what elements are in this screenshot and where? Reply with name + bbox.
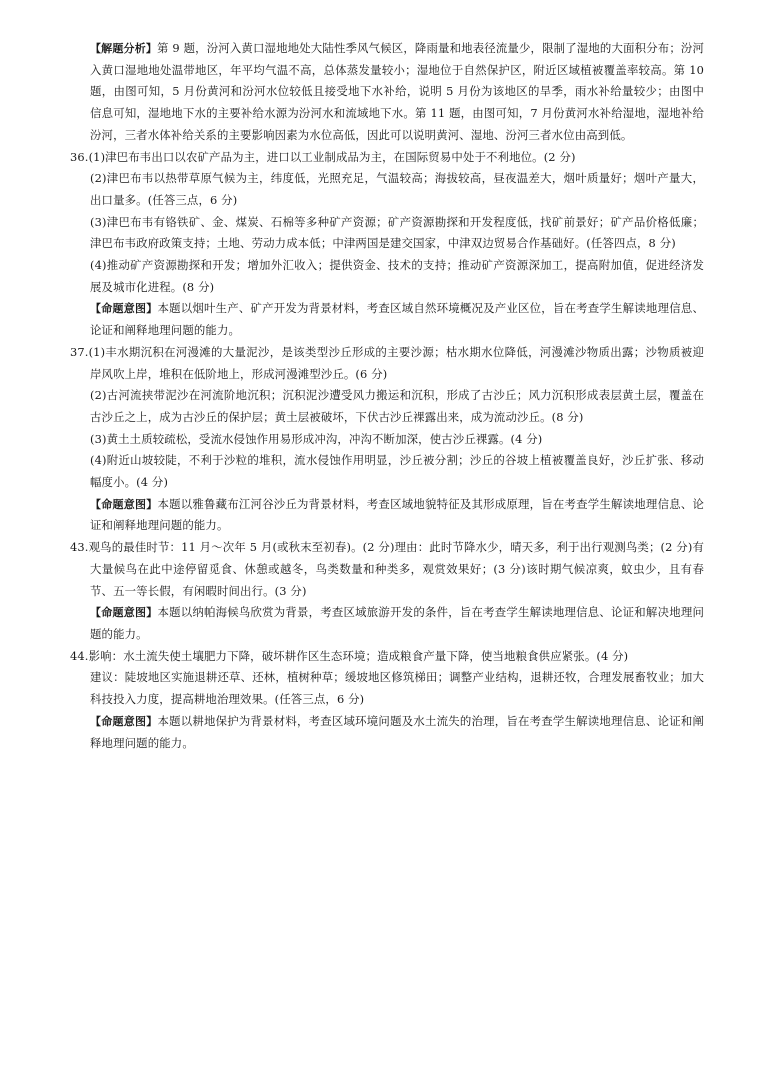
q37-intent <box>70 494 704 537</box>
q43-answer <box>70 537 704 602</box>
q44-intent-tag: 【命题意图】 <box>90 714 158 728</box>
q37-intent-text: 本题以雅鲁藏布江河谷沙丘为背景材料，考查区域地貌特征及其形成原理，旨在考查学生解读地理信息、论证和阐释地理问题的能力。 <box>90 496 704 533</box>
question-44 <box>70 646 704 755</box>
q43-intent-tag: 【命题意图】 <box>90 606 158 620</box>
q44-intent <box>70 711 704 754</box>
q43-intent <box>70 602 704 645</box>
q44-suggestion: 建议：陡坡地区实施退耕还草、还林，植树种草；缓坡地区修筑梯田；调整产业结构，退耕还牧，合理发展畜牧业；加大科技投入力度，提高耕地治理效果。(任答三点，6 分) <box>90 670 704 707</box>
q37-part-3: (3)黄土土质较疏松，受流水侵蚀作用易形成冲沟，冲沟不断加深，使古沙丘裸露。(4 分) <box>90 431 543 446</box>
question-36 <box>70 147 704 342</box>
q37-number: 37. <box>70 344 89 359</box>
q44-impact <box>70 646 704 668</box>
analysis-tag: 【解题分析】 <box>90 42 158 55</box>
q36-part-1-text: (1)津巴布韦出口以农矿产品为主，进口以工业制成品为主，在国际贸易中处于不利地位。(2 分) <box>88 149 576 164</box>
q36-part-1 <box>70 147 704 169</box>
q36-part-4: (4)推动矿产资源勘探和开发；增加外汇收入；提供资金、技术的支持；推动矿产资源深加工，提高附加值，促进经济发展及城市化进程。(8 分) <box>90 258 704 294</box>
q44-impact-text: 影响：水土流失使土壤肥力下降，破坏耕作区生态环境；造成粮食产量下降，使当地粮食供应紧张。(4 分) <box>88 648 629 663</box>
question-43 <box>70 537 704 646</box>
q43-number: 43. <box>70 540 89 555</box>
q36-number: 36. <box>70 149 89 164</box>
q44-number: 44. <box>70 648 89 663</box>
question-37 <box>70 342 704 537</box>
analysis-text: 第 9 题，汾河入黄口湿地地处大陆性季风气候区，降雨量和地表径流量少，限制了湿地的大面积分布；汾河入黄口湿地地处温带地区，年平均气温不高，总体蒸发量较小；湿地位于自然保护区，附近区域植被覆盖率较高。第 10 题，由图可知，5 月份黄河和汾河水位较低且接受地下水补给，说明 5 月份为该地区的旱季，雨水补给量较少；由图中信息可知，湿地地下水的主要补给水源为汾河水和流域地下水。第 11 题，由图可知，7 月份黄河水补给湿地，湿地补给汾河，三者水体补给关系的主要影响因素为水位高低，因此可以说明黄河、湿地、汾河三者水位由高到低。 <box>90 41 704 142</box>
q36-intent <box>70 298 704 341</box>
q36-part-3: (3)津巴布韦有铬铁矿、金、煤炭、石棉等多种矿产资源；矿产资源勘探和开发程度低，找矿前景好；矿产品价格低廉；津巴布韦政府政策支持；土地、劳动力成本低；中津两国是建交国家，中津双边贸易合作基础好。(任答四点，8 分) <box>90 214 704 251</box>
analysis-paragraph <box>70 38 704 147</box>
q44-intent-text: 本题以耕地保护为背景材料，考查区域环境问题及水土流失的治理，旨在考查学生解读地理信息、论证和阐释地理问题的能力。 <box>90 713 704 750</box>
answer-page <box>70 38 704 754</box>
q37-part-4: (4)附近山坡较陡，不利于沙粒的堆积，流水侵蚀作用明显，沙丘被分割；沙丘的谷坡上植被覆盖良好，沙丘扩张、移动幅度小。(4 分) <box>90 453 704 490</box>
q36-part-2: (2)津巴布韦以热带草原气候为主，纬度低，光照充足，气温较高；海拔较高，昼夜温差大，烟叶质量好；烟叶产量大，出口量多。(任答三点，6 分) <box>90 171 704 207</box>
q36-intent-text: 本题以烟叶生产、矿产开发为背景材料，考查区域自然环境概况及产业区位，旨在考查学生解读地理信息、论证和阐释地理问题的能力。 <box>90 301 704 338</box>
q37-part-1-text: (1)丰水期沉积在河漫滩的大量泥沙，是该类型沙丘形成的主要沙源；枯水期水位降低，河漫滩沙物质出露；沙物质被迎岸风吹上岸，堆积在低阶地上，形成河漫滩型沙丘。(6 分) <box>88 344 704 381</box>
q37-part-2: (2)古河流挟带泥沙在河流阶地沉积；沉积泥沙遭受风力搬运和沉积，形成了古沙丘；风力沉积形成表层黄土层，覆盖在古沙丘之上，成为古沙丘的保护层；黄土层被破坏，下伏古沙丘裸露出来，成为流动沙丘。(8 分) <box>90 388 704 424</box>
q36-intent-tag: 【命题意图】 <box>90 302 158 316</box>
q37-part-1 <box>70 342 704 385</box>
q37-intent-tag: 【命题意图】 <box>90 497 158 511</box>
q43-intent-text: 本题以纳帕海候鸟欣赏为背景，考查区域旅游开发的条件，旨在考查学生解读地理信息、论证和解决地理问题的能力。 <box>90 605 704 641</box>
q43-answer-text: 观鸟的最佳时节：11 月～次年 5 月(或秋末至初春)。(2 分)理由：此时节降水少，晴天多，利于出行观测鸟类；(2 分)有大量候鸟在此中途停留觅食、休憩或越冬，鸟类数量和种类多，观赏效果好；(3 分)该时期气候凉爽，蚊虫少，且有春节、五一等长假，有闲暇时间出行。(3 分) <box>88 540 704 598</box>
